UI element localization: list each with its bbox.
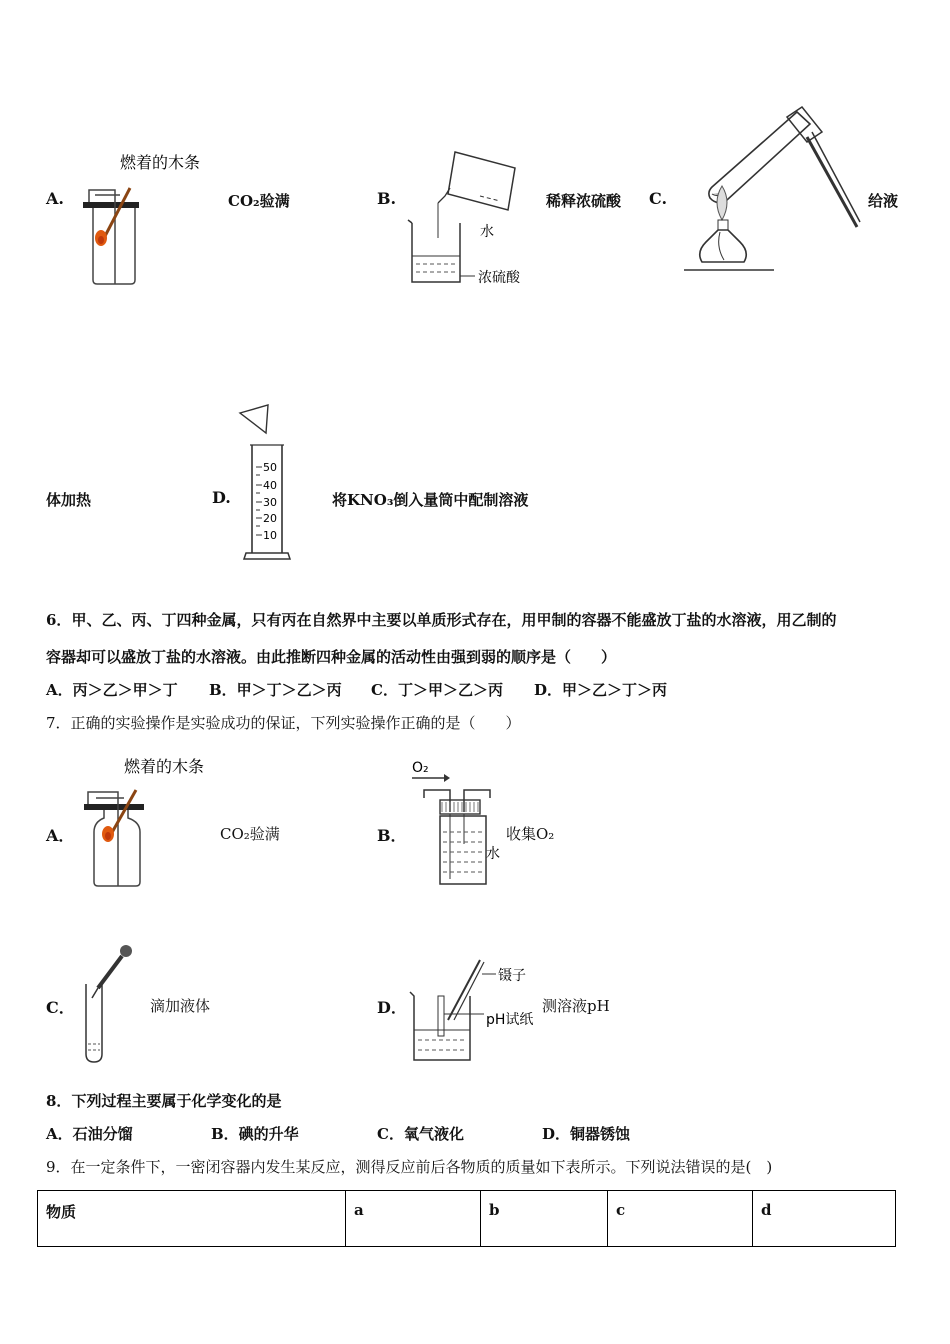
q5-d-tick-40: 40 [263, 479, 277, 492]
q7-d-paper-label: pH试纸 [486, 1012, 534, 1028]
q8-option-b: B．碘的升华 [211, 1125, 299, 1143]
table-header-cell: a [346, 1191, 481, 1247]
q5-option-b-letter: B. [377, 189, 397, 208]
table-row [38, 1191, 896, 1247]
q7-b-water-label: 水 [486, 846, 500, 862]
q5-d-tick-10: 10 [263, 529, 277, 542]
q7-d-caption: 测溶液pH [542, 997, 610, 1015]
q5-b-figure [400, 148, 540, 293]
q6-option-c: C．丁＞甲＞乙＞丙 [371, 681, 503, 699]
q6-option-b: B．甲＞丁＞乙＞丙 [209, 681, 342, 699]
q5-option-c-letter: C. [649, 189, 668, 208]
q5-b-acid-label: 浓硫酸 [478, 270, 520, 286]
q5-c-caption-part1: 给液 [868, 192, 899, 210]
q5-b-water-label: 水 [480, 224, 494, 240]
q7-c-figure [82, 942, 142, 1066]
q5-b-caption: 稀释浓硫酸 [546, 192, 622, 210]
q6-number: 6． [46, 611, 72, 629]
q5-d-tick-20: 20 [263, 512, 277, 525]
q8-option-d: D．铜器锈蚀 [542, 1125, 631, 1143]
q7-b-caption: 收集O₂ [506, 825, 555, 843]
q7-a-figure [80, 752, 230, 892]
q8-option-c: C．氧气液化 [377, 1125, 464, 1143]
q5-d-tick-30: 30 [263, 496, 277, 509]
q6-stem-line1: 甲、乙、丙、丁四种金属，只有丙在自然界中主要以单质形式存在，用甲制的容器不能盛放丁盐的水溶液，用乙制的 [71, 611, 837, 629]
q5-c-caption-part2: 体加热 [46, 491, 92, 509]
q5-option-d-letter: D. [212, 488, 231, 507]
q9-mass-table [37, 1190, 896, 1247]
q8-option-a: A．石油分馏 [46, 1125, 133, 1143]
q7-option-d-letter: D． [377, 998, 407, 1017]
q7-stem: 正确的实验操作是实验成功的保证，下列实验操作正确的是（ ） [70, 714, 521, 732]
q7-d-figure [404, 956, 554, 1066]
q5-a-caption: CO₂验满 [228, 192, 290, 210]
q7-option-c-letter: C． [46, 998, 75, 1017]
q7-a-caption: CO₂验满 [220, 825, 280, 843]
q7-b-figure [410, 754, 510, 890]
table-header-cell: b [481, 1191, 608, 1247]
q8-number: 8． [46, 1092, 72, 1110]
q8-options [46, 1124, 630, 1144]
q5-a-figure [75, 150, 225, 290]
q7-c-caption: 滴加液体 [150, 997, 211, 1015]
q7-number: 7． [46, 714, 71, 732]
q7-b-gas-label: O₂ [412, 760, 429, 776]
q7-line [46, 713, 521, 733]
q7-option-b-letter: B． [377, 826, 407, 845]
q6-option-a: A．丙＞乙＞甲＞丁 [46, 681, 178, 699]
q9-stem: 在一定条件下，一密闭容器内发生某反应，测得反应前后各物质的质量如下表所示。下列说法错误的是( ) [70, 1158, 773, 1176]
q5-d-caption: 将KNO₃倒入量筒中配制溶液 [332, 491, 529, 509]
q9-number: 9． [46, 1158, 71, 1176]
q6-option-d: D．甲＞乙＞丁＞丙 [534, 681, 668, 699]
q6-line1 [46, 610, 836, 630]
q7-a-fig-label: 燃着的木条 [124, 757, 205, 776]
q5-option-a-letter: A. [46, 189, 64, 208]
q5-d-figure [238, 403, 300, 565]
q6-stem-line2: 容器却可以盛放丁盐的水溶液。由此推断四种金属的活动性由强到弱的顺序是（ ） [46, 648, 617, 666]
q5-c-figure [682, 102, 862, 277]
q8-stem: 下列过程主要属于化学变化的是 [71, 1092, 282, 1110]
table-header-cell: 物质 [38, 1191, 346, 1247]
q6-options [46, 680, 667, 700]
q5-d-tick-50: 50 [263, 461, 277, 474]
table-header-cell: c [608, 1191, 753, 1247]
q9-line [46, 1157, 772, 1177]
q7-option-a-letter: A． [46, 826, 75, 845]
table-header-cell: d [753, 1191, 896, 1247]
q7-d-tweezers-label: 镊子 [498, 968, 526, 984]
q8-line [46, 1091, 281, 1111]
q5-a-fig-label: 燃着的木条 [120, 153, 201, 172]
